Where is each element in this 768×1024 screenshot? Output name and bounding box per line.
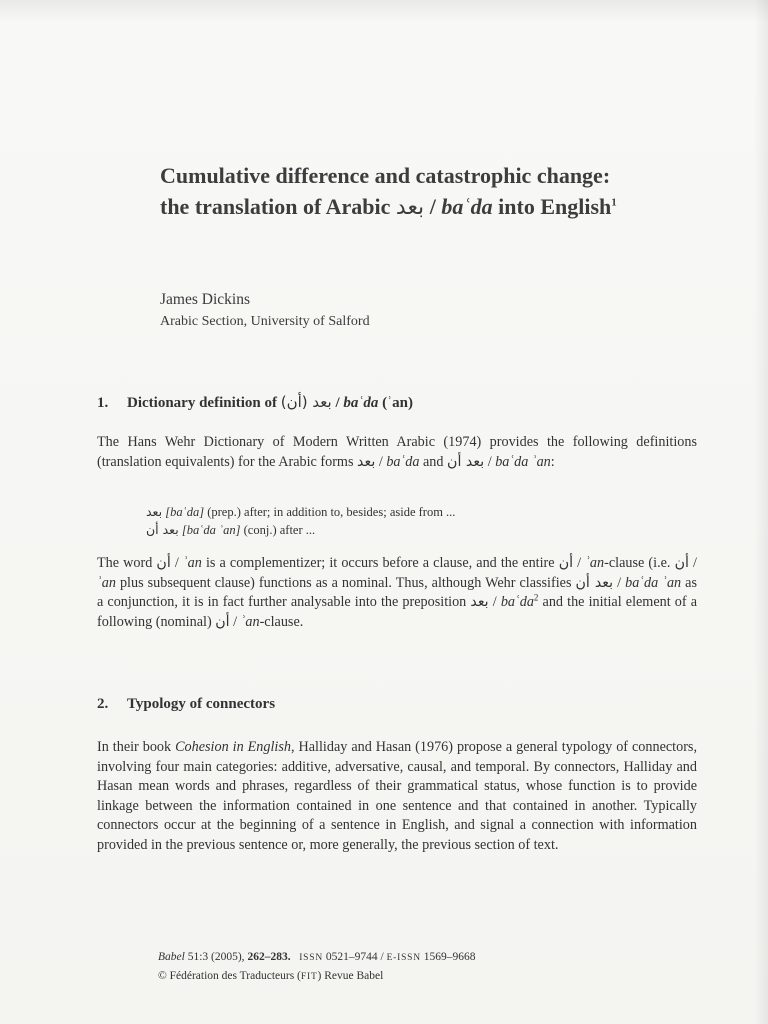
copyright-line <box>158 967 638 986</box>
definition-transliteration: [baʿda ʾan] <box>181 523 241 537</box>
transliteration: baʿda <box>386 453 420 470</box>
definition-arabic: بعد <box>146 504 163 519</box>
definition-entry-1 <box>146 503 455 521</box>
text: plus subsequent clause) functions as a nominal. Thus, although Wehr classifies <box>115 574 576 591</box>
title-arabic: بعد <box>395 195 425 220</box>
text: In their book <box>97 739 176 755</box>
author-affiliation: Arabic Section, University of Salford <box>160 314 370 329</box>
heading-transliteration: baʿda <box>343 395 379 411</box>
article-title <box>160 160 640 223</box>
arabic-word: بعد <box>357 453 376 470</box>
section-number: 1. <box>97 395 109 411</box>
transliteration: ʾan <box>97 574 116 591</box>
text: The Hans Wehr Dictionary of Modern Written Arabic (1974) provides the following definitions (translation equivalents) for the Arabic forms <box>97 434 697 470</box>
text: , Halliday and Hasan (1976) propose a general typology of connectors, involving four main categories: additive, adversative, causal, and temporal. By connectors, Halliday and Hasan mean words and phrases, regardless of their grammatical status, whose function is to provide linkage between the information contained in one sentence and that contained in another. Typically connectors occur at the beginning of a sentence in English, and signal a connection with information provided in the previous sentence or, more generally, the previous section of text. <box>97 739 697 853</box>
definition-text: (conj.) after ... <box>240 523 316 537</box>
section-1-heading <box>97 393 717 412</box>
arabic-word: بعد أن <box>447 453 485 470</box>
transliteration: baʿda <box>500 594 534 611</box>
journal-name: Babel <box>158 951 185 963</box>
text: The word <box>97 555 157 571</box>
eissn-label: E-ISSN <box>386 953 421 963</box>
title-separator: / <box>424 194 442 219</box>
footnote-marker: 2 <box>533 592 539 603</box>
section-2-paragraph <box>97 738 697 856</box>
text: and the initial element of a following (nominal) <box>97 594 698 630</box>
text: and <box>419 453 448 470</box>
title-transliteration: baʿda <box>441 194 493 219</box>
citation-line <box>158 948 638 967</box>
heading-arabic: بعد (أن) <box>280 393 332 411</box>
transliteration: ʾan <box>240 613 260 630</box>
definition-entry-2 <box>146 521 315 539</box>
transliteration: ʾan <box>182 555 202 571</box>
heading-separator: / <box>331 395 344 411</box>
arabic-word: أن <box>215 613 230 630</box>
separator: / <box>488 594 501 611</box>
text: as a conjunction, it is in fact further analysable into the preposition <box>97 574 697 611</box>
heading-text: Typology of connectors <box>127 696 276 712</box>
journal-footer <box>158 948 638 986</box>
text: is a complementizer; it occurs before a clause, and the entire <box>201 555 559 571</box>
text: -clause (i.e. <box>604 555 675 571</box>
separator: / <box>375 453 387 470</box>
text: : <box>550 453 555 470</box>
definition-text: (prep.) after; in addition to, besides; aside from ... <box>204 505 456 519</box>
eissn-value: 1569–9668 <box>420 951 476 963</box>
copyright-text-end: ) Revue Babel <box>317 970 384 982</box>
book-title: Cohesion in English <box>175 739 291 755</box>
separator: / <box>688 555 697 571</box>
transliteration: baʿda ʾan <box>625 574 682 591</box>
title-footnote-marker: 1 <box>611 196 617 209</box>
arabic-word: بعد أن <box>575 574 614 591</box>
scan-shadow-right <box>754 0 768 1024</box>
page-range: 262–283. <box>247 951 291 963</box>
arabic-word: أن <box>558 555 574 571</box>
arabic-word: بعد <box>470 594 489 611</box>
arabic-word: أن <box>674 555 689 571</box>
separator: / <box>613 574 626 591</box>
separator: / <box>573 555 586 571</box>
text: -clause. <box>259 613 304 630</box>
scan-shadow-top <box>0 0 768 22</box>
transliteration: baʿda ʾan <box>495 453 551 470</box>
arabic-word: أن <box>156 555 171 571</box>
title-text-end: into English <box>492 194 612 219</box>
author-name: James Dickins <box>160 291 250 308</box>
issn-value: 0521–9744 / <box>322 951 387 963</box>
transliteration: ʾan <box>585 555 605 571</box>
section-1-paragraph-1 <box>97 433 697 472</box>
separator: / <box>229 613 241 630</box>
section-number: 2. <box>97 696 109 712</box>
heading-suffix: (ʾan) <box>378 395 413 411</box>
title-text: Cumulative difference and catastrophic change: the translation of Arabic <box>160 163 611 219</box>
issn-label: ISSN <box>299 953 323 963</box>
section-1-paragraph-2 <box>97 554 697 632</box>
definition-arabic: بعد أن <box>146 522 179 537</box>
heading-text: Dictionary definition of <box>127 395 281 411</box>
journal-volume: 51:3 (2005), <box>184 951 248 963</box>
copyright-text: © Fédération des Traducteurs ( <box>158 970 301 982</box>
fit-abbrev: FIT <box>300 972 318 982</box>
separator: / <box>170 555 183 571</box>
definition-transliteration: [baʿda] <box>165 505 205 519</box>
separator: / <box>484 453 496 470</box>
section-2-heading <box>97 696 717 713</box>
